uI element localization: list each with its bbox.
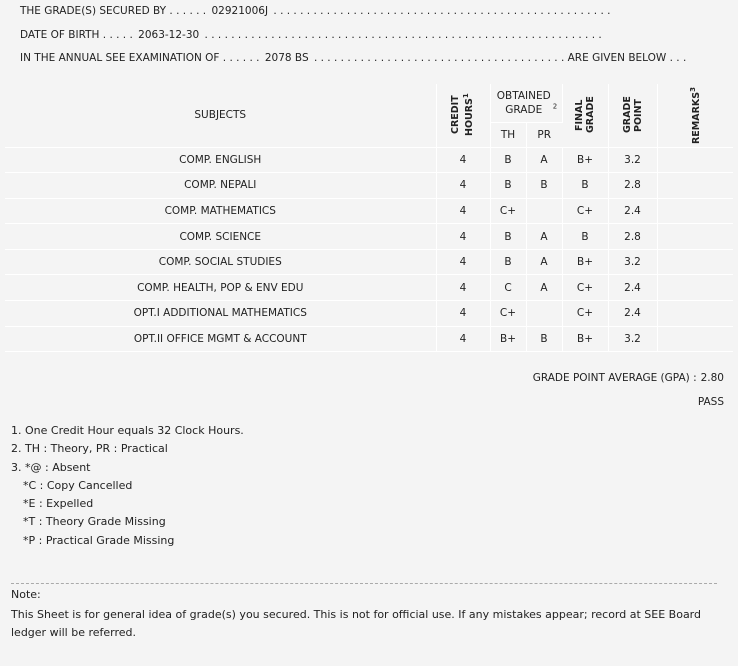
grade-point-cell: 3.2 (608, 249, 657, 275)
pr-grade-cell: A (526, 224, 562, 250)
th-grade-cell: C+ (490, 198, 526, 224)
code-copy-cancelled: *C : Copy Cancelled (23, 478, 133, 492)
remarks-cell (657, 326, 733, 352)
table-row (5, 147, 733, 173)
table-row (5, 275, 733, 301)
credit-cell: 4 (436, 198, 490, 224)
th-grade-cell: C (490, 275, 526, 301)
exam-year: 2078 BS (264, 52, 309, 64)
remarks-cell (657, 301, 733, 327)
pr-grade-cell (526, 198, 562, 224)
grade-table (5, 84, 733, 352)
footnote-2: 2. TH : Theory, PR : Practical (11, 442, 168, 456)
th-grade-cell: B (490, 249, 526, 275)
credit-cell: 4 (436, 224, 490, 250)
symbol-number: 02921006J (211, 5, 269, 17)
grade-point-cell: 2.8 (608, 173, 657, 199)
dashed-divider (11, 583, 717, 584)
code-expelled: *E : Expelled (23, 497, 94, 511)
footnote-1: 1. One Credit Hour equals 32 Clock Hours. (11, 424, 244, 437)
pr-grade-cell: A (526, 147, 562, 173)
credit-cell: 4 (436, 326, 490, 352)
credit-hours-label: CREDIT HOURS (450, 95, 476, 137)
student-info (0, 0, 733, 72)
grade-point-cell: 2.4 (608, 198, 657, 224)
th-grade-cell: B (490, 173, 526, 199)
subject-cell: OPT.II OFFICE MGMT & ACCOUNT (5, 326, 436, 352)
exam-dots: . . . . . . . . . . . . . . . . . . . . . . . . . . . . . . . . . . . . . . (313, 52, 565, 64)
pr-grade-cell: B (526, 326, 562, 352)
subjects-header (5, 84, 436, 147)
grade-secured-line (20, 5, 611, 17)
grade-point-label: GRADE POINT (621, 96, 644, 134)
credit-hours-sup: 1 (462, 93, 471, 99)
subjects-header-label: SUBJECTS (194, 109, 247, 122)
grade-point-cell: 2.8 (608, 224, 657, 250)
th-grade-cell: B (490, 224, 526, 250)
grade-rows (5, 147, 733, 352)
th-grade-cell: B (490, 147, 526, 173)
note-title: Note: (11, 588, 41, 601)
remarks-header (657, 84, 733, 147)
final-grade-header (562, 84, 608, 147)
credit-cell: 4 (436, 147, 490, 173)
pr-header: PR (526, 122, 562, 147)
remarks-label: REMARKS (691, 91, 703, 144)
gpa-label: GRADE POINT AVERAGE (GPA) : (532, 372, 697, 384)
table-row (5, 301, 733, 327)
code-theory-missing: *T : Theory Grade Missing (23, 515, 166, 529)
final-grade-cell: C+ (562, 275, 608, 301)
exam-suffix: ARE GIVEN BELOW . . . (567, 52, 687, 64)
dob-line (20, 29, 602, 41)
exam-label: IN THE ANNUAL SEE EXAMINATION OF . . . . . . (20, 52, 260, 64)
credit-hours-header (436, 84, 490, 147)
dob-value: 2063-12-30 (138, 29, 200, 41)
remarks-cell (657, 249, 733, 275)
final-grade-cell: C+ (562, 198, 608, 224)
subject-cell: COMP. ENGLISH (5, 147, 436, 173)
pr-grade-cell (526, 301, 562, 327)
remarks-cell (657, 173, 733, 199)
grade-point-cell: 3.2 (608, 147, 657, 173)
final-grade-cell: B (562, 173, 608, 199)
footnotes (11, 422, 244, 550)
obtained-grade-label: OBTAINED GRADE (496, 89, 551, 116)
table-row (5, 249, 733, 275)
dob-dots: . . . . . . . . . . . . . . . . . . . . . . . . . . . . . . . . . . . . . . . . . . . . . . . . . . . . . . . . . . . . (204, 29, 602, 41)
pr-grade-cell: B (526, 173, 562, 199)
pr-grade-cell: A (526, 249, 562, 275)
obtained-grade-sup: 2 (552, 102, 558, 111)
remarks-sup: 3 (689, 86, 698, 92)
remarks-cell (657, 147, 733, 173)
table-row (5, 326, 733, 352)
grade-secured-label: THE GRADE(S) SECURED BY . . . . . . (20, 5, 207, 17)
th-grade-cell: B+ (490, 326, 526, 352)
credit-cell: 4 (436, 249, 490, 275)
exam-line (20, 52, 686, 64)
credit-cell: 4 (436, 275, 490, 301)
gpa-line (533, 372, 724, 384)
final-grade-cell: B+ (562, 147, 608, 173)
subject-cell: COMP. NEPALI (5, 173, 436, 199)
subject-cell: COMP. HEALTH, POP & ENV EDU (5, 275, 436, 301)
th-grade-cell: C+ (490, 301, 526, 327)
final-grade-cell: B (562, 224, 608, 250)
grade-point-header (608, 84, 657, 147)
subject-cell: COMP. MATHEMATICS (5, 198, 436, 224)
subject-cell: COMP. SOCIAL STUDIES (5, 249, 436, 275)
remarks-cell (657, 198, 733, 224)
credit-cell: 4 (436, 173, 490, 199)
final-grade-label: FINAL GRADE (574, 96, 596, 134)
code-practical-missing: *P : Practical Grade Missing (23, 533, 175, 547)
table-row (5, 198, 733, 224)
result-status: PASS (697, 396, 724, 408)
final-grade-cell: B+ (562, 326, 608, 352)
remarks-cell (657, 275, 733, 301)
final-grade-cell: B+ (562, 249, 608, 275)
final-grade-cell: C+ (562, 301, 608, 327)
note-text: This Sheet is for general idea of grade(s) you secured. This is not for official use. If any mistakes appear; record at SEE Board ledger will be referred. (11, 608, 701, 639)
subject-cell: OPT.I ADDITIONAL MATHEMATICS (5, 301, 436, 327)
grade-secured-dots: . . . . . . . . . . . . . . . . . . . . . . . . . . . . . . . . . . . . . . . . . . . . . . . . . . . (273, 5, 611, 17)
obtained-grade-header (490, 84, 562, 122)
footnote-3: 3. *@ : Absent (11, 460, 91, 474)
credit-cell: 4 (436, 301, 490, 327)
pr-grade-cell: A (526, 275, 562, 301)
grade-point-cell: 3.2 (608, 326, 657, 352)
table-row (5, 173, 733, 199)
th-header: TH (490, 122, 526, 147)
grade-point-cell: 2.4 (608, 275, 657, 301)
gpa-value: 2.80 (700, 372, 724, 384)
remarks-cell (657, 224, 733, 250)
grade-point-cell: 2.4 (608, 301, 657, 327)
subject-cell: COMP. SCIENCE (5, 224, 436, 250)
dob-label: DATE OF BIRTH . . . . . (20, 29, 133, 41)
header-row (5, 84, 733, 122)
table-row (5, 224, 733, 250)
